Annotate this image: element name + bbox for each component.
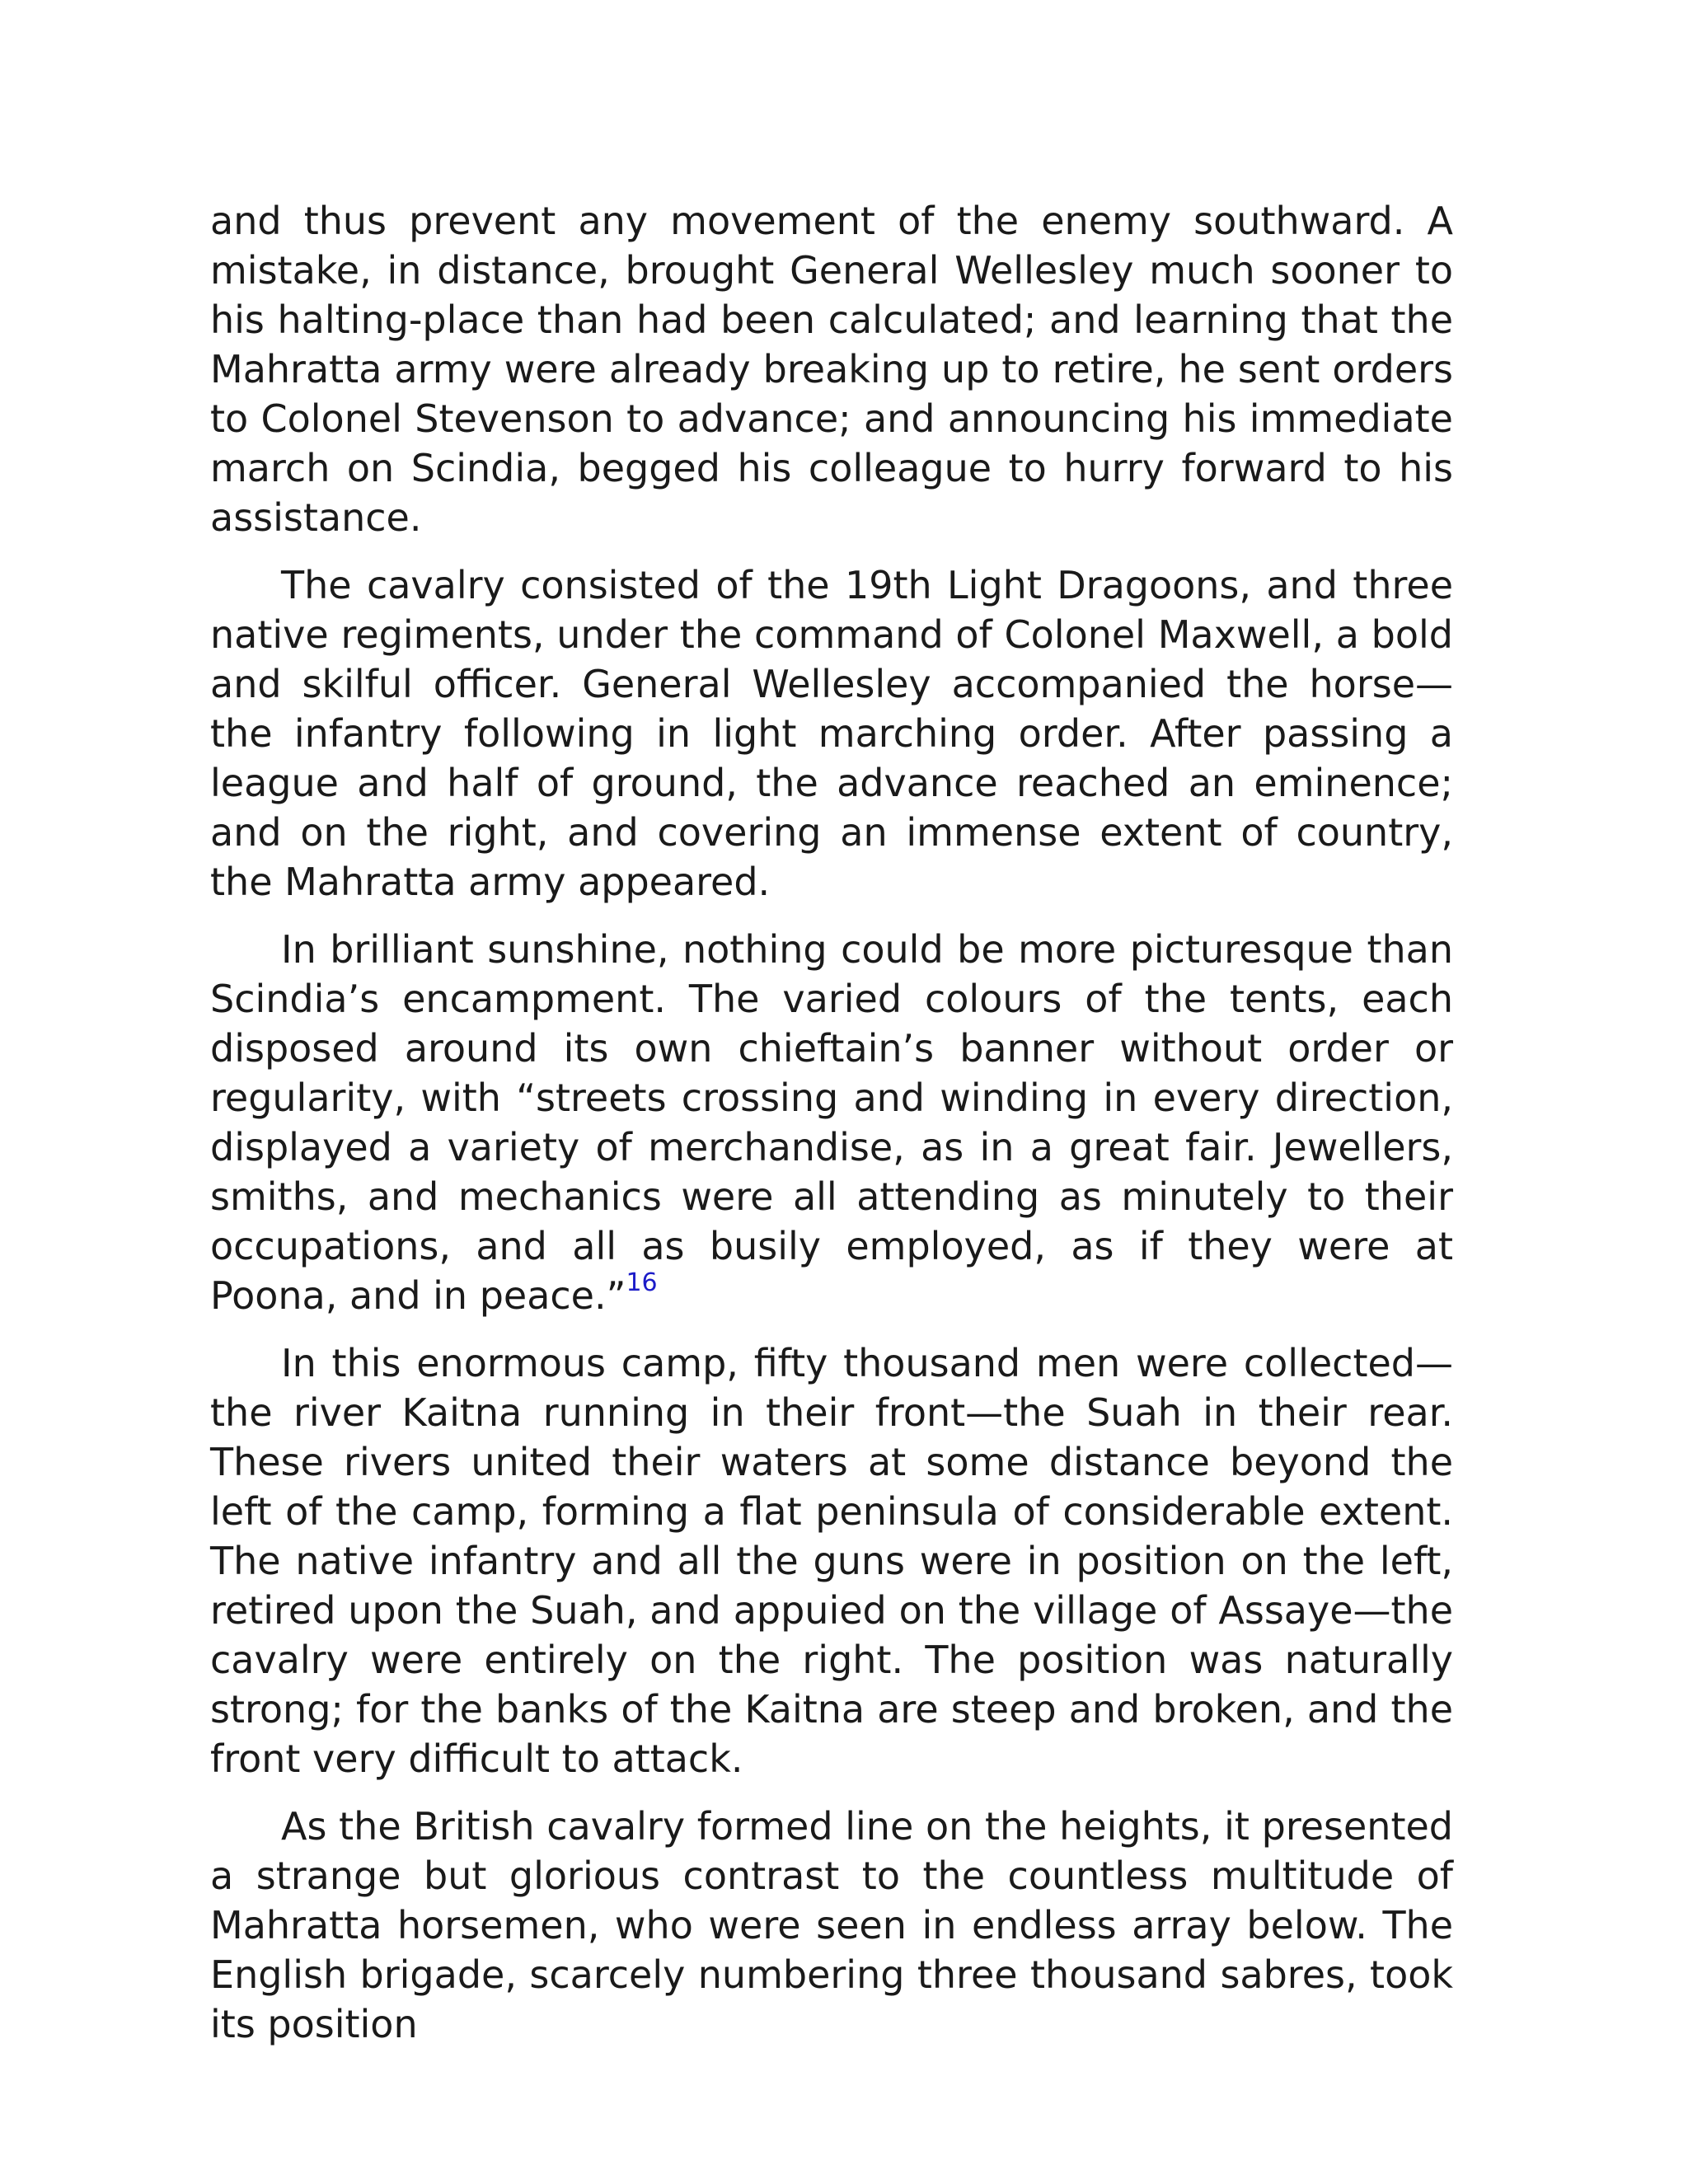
paragraph-5-text: As the British cavalry formed line on the heights, it presented a strange but glorious contrast to the countless multitude of Mahratta horsemen, who were seen in endless array below. The English brigade, scarcely numbering three thousand sabres, took its position [210,1804,1453,2046]
paragraph-2-text: The cavalry consisted of the 19th Light Dragoons, and three native regiments, under the command of Colonel Maxwell, a bold and skilful officer. General Wellesley accompanied the horse—the infantry following in light marching order. After passing a league and half of ground, the advance reached an eminence; and on the right, and covering an immense extent of country, the Mahratta army appeared. [210,563,1453,904]
paragraph-5 [210,1802,1453,2049]
paragraph-3 [210,925,1453,1320]
paragraph-1 [210,196,1453,542]
paragraph-2 [210,560,1453,907]
paragraph-3-text: In brilliant sunshine, nothing could be more picturesque than Scindia’s encampment. The varied colours of the tents, each disposed around its own chieftain’s banner without order or regularity, with “streets crossing and winding in every direction, displayed a variety of merchandise, as in a great fair. Jewellers, smiths, and mechanics were all attending as minutely to their occupations, and all as busily employed, as if they were at Poona, and in peace.” [210,927,1453,1318]
paragraph-4 [210,1338,1453,1783]
footnote-link[interactable]: 16 [626,1268,658,1297]
page-body [210,196,1453,2067]
paragraph-1-text: and thus prevent any movement of the enemy southward. A mistake, in distance, brought General Wellesley much sooner to his halting-place than had been calculated; and learning that the Mahratta army were already breaking up to retire, he sent orders to Colonel Stevenson to advance; and announcing his immediate march on Scindia, begged his colleague to hurry forward to his assistance. [210,199,1453,540]
paragraph-4-text: In this enormous camp, fifty thousand men were collected—the river Kaitna running in their front—the Suah in their rear. These rivers united their waters at some distance beyond the left of the camp, forming a flat peninsula of considerable extent. The native infantry and all the guns were in position on the left, retired upon the Suah, and appuied on the village of Assaye—the cavalry were entirely on the right. The position was naturally strong; for the banks of the Kaitna are steep and broken, and the front very difficult to attack. [210,1341,1453,1781]
